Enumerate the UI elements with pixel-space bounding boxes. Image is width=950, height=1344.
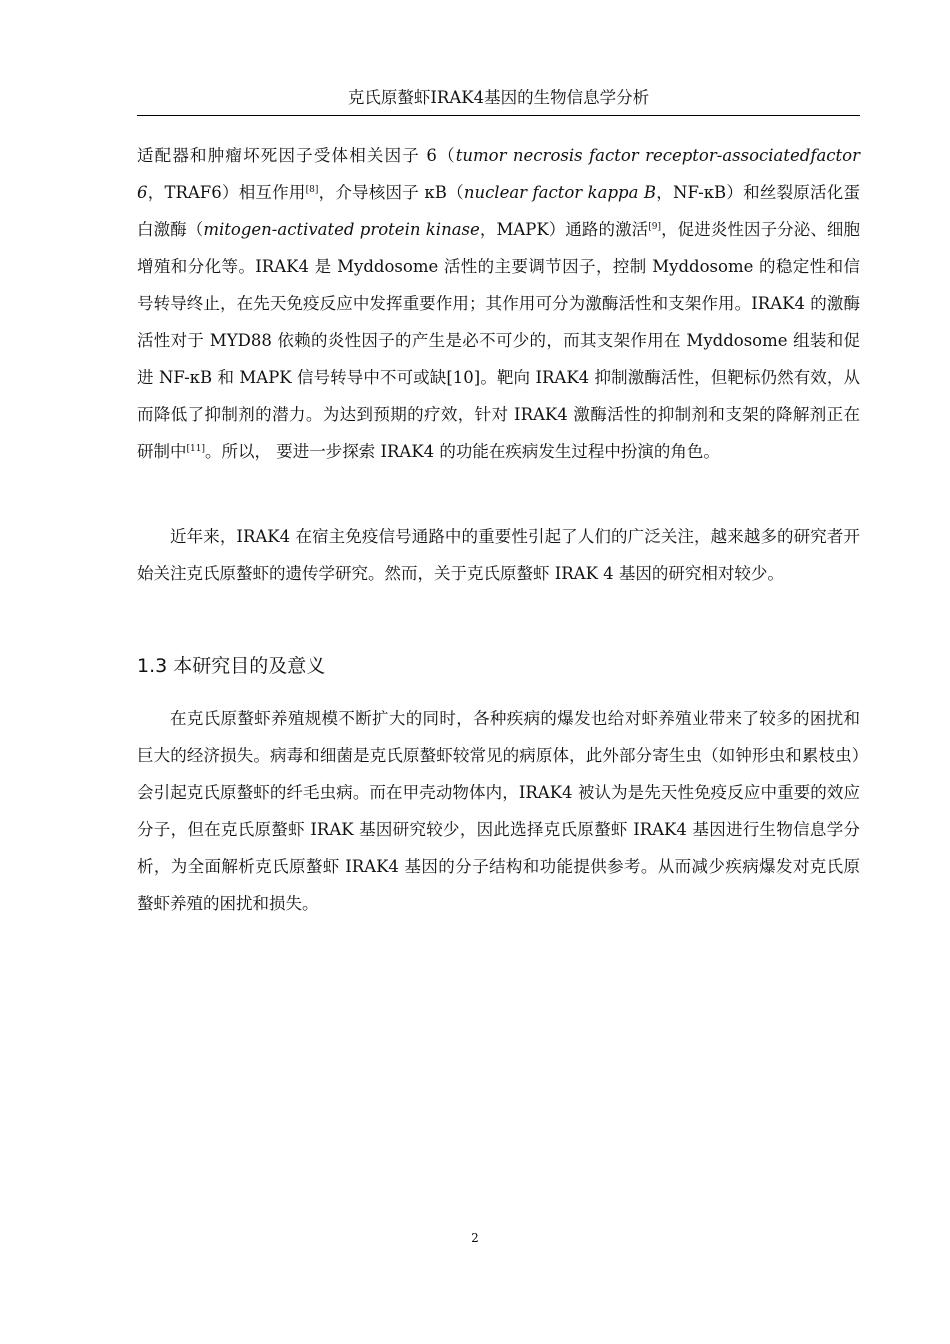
page-header: 克氏原螯虾IRAK4基因的生物信息学分析 <box>347 88 650 107</box>
citation-8: [8] <box>305 185 319 195</box>
citation-9: [9] <box>648 222 662 232</box>
p1-italic-term-mapk: mitogen-activated protein kinase <box>203 220 480 239</box>
p1-text-1: 适配器和肿瘤坏死因子受体相关因子 6（ <box>137 146 456 165</box>
p1-italic-term-nfkb: nuclear factor kappa B <box>463 183 657 202</box>
header-rule <box>137 115 860 116</box>
page-number: 2 <box>471 1231 479 1245</box>
section-number: 1.3 <box>137 655 168 677</box>
section-heading <box>137 651 331 681</box>
body-paragraph-1 <box>137 137 860 470</box>
section-title: 本研究目的及意义 <box>173 655 326 677</box>
p1-text-7: 。所以， 要进一步探索 IRAK4 的功能在疾病发生过程中扮演的角色。 <box>204 442 720 461</box>
p1-text-3: ，介导核因子 κB（ <box>318 183 464 202</box>
p1-text-2: ，TRAF6）相互作用 <box>147 183 306 202</box>
citation-11: [11] <box>186 444 205 454</box>
p1-text-4: ，NF-κB）和丝裂原活化蛋白激酶（ <box>137 183 860 239</box>
p1-italic-term-traf6: tumor necrosis factor receptor-associatedfactor 6 <box>137 146 860 202</box>
body-paragraph-3: 在克氏原螯虾养殖规模不断扩大的同时，各种疾病的爆发也给对虾养殖业带来了较多的困扰和巨大的经济损失。病毒和细菌是克氏原螯虾较常见的病原体，此外部分寄生虫（如钟形虫和累枝虫）会引起克氏原螯虾的纤毛虫病。而在甲壳动物体内，IRAK4 被认为是先天性免疫反应中重要的效应分子，但在克氏原螯虾 IRAK 基因研究较少，因此选择克氏原螯虾 IRAK4 基因进行生物信息学分析，为全面解析克氏原螯虾 IRAK4 基因的分子结构和功能提供参考。从而减少疾病爆发对克氏原螯虾养殖的困扰和损失。 <box>137 709 860 913</box>
body-paragraph-2: 近年来，IRAK4 在宿主免疫信号通路中的重要性引起了人们的广泛关注，越来越多的研究者开始关注克氏原螯虾的遗传学研究。然而，关于克氏原螯虾 IRAK 4 基因的研究相对较少。 <box>137 527 860 583</box>
p1-text-5: ，MAPK）通路的激活 <box>479 220 649 239</box>
p1-text-6: ，促进炎性因子分泌、细胞增殖和分化等。IRAK4 是 Myddosome 活性的主要调节因子，控制 Myddosome 的稳定性和信号转导终止，在先天免疫反应中发挥重要作用；其作用可分为激酶活性和支架作用。IRAK4 的激酶活性对于 MYD88 依赖的炎性因子的产生是必不可少的，而其支架作用在 Myddosome 组装和促进 NF-κB 和 MAPK 信号转导中不可或缺[10]。靶向 IRAK4 抑制激酶活性，但靶标仍然有效，从而降低了抑制剂的潜力。为达到预期的疗效，针对 IRAK4 激酶活性的抑制剂和支架的降解剂正在研制中 <box>137 220 861 461</box>
